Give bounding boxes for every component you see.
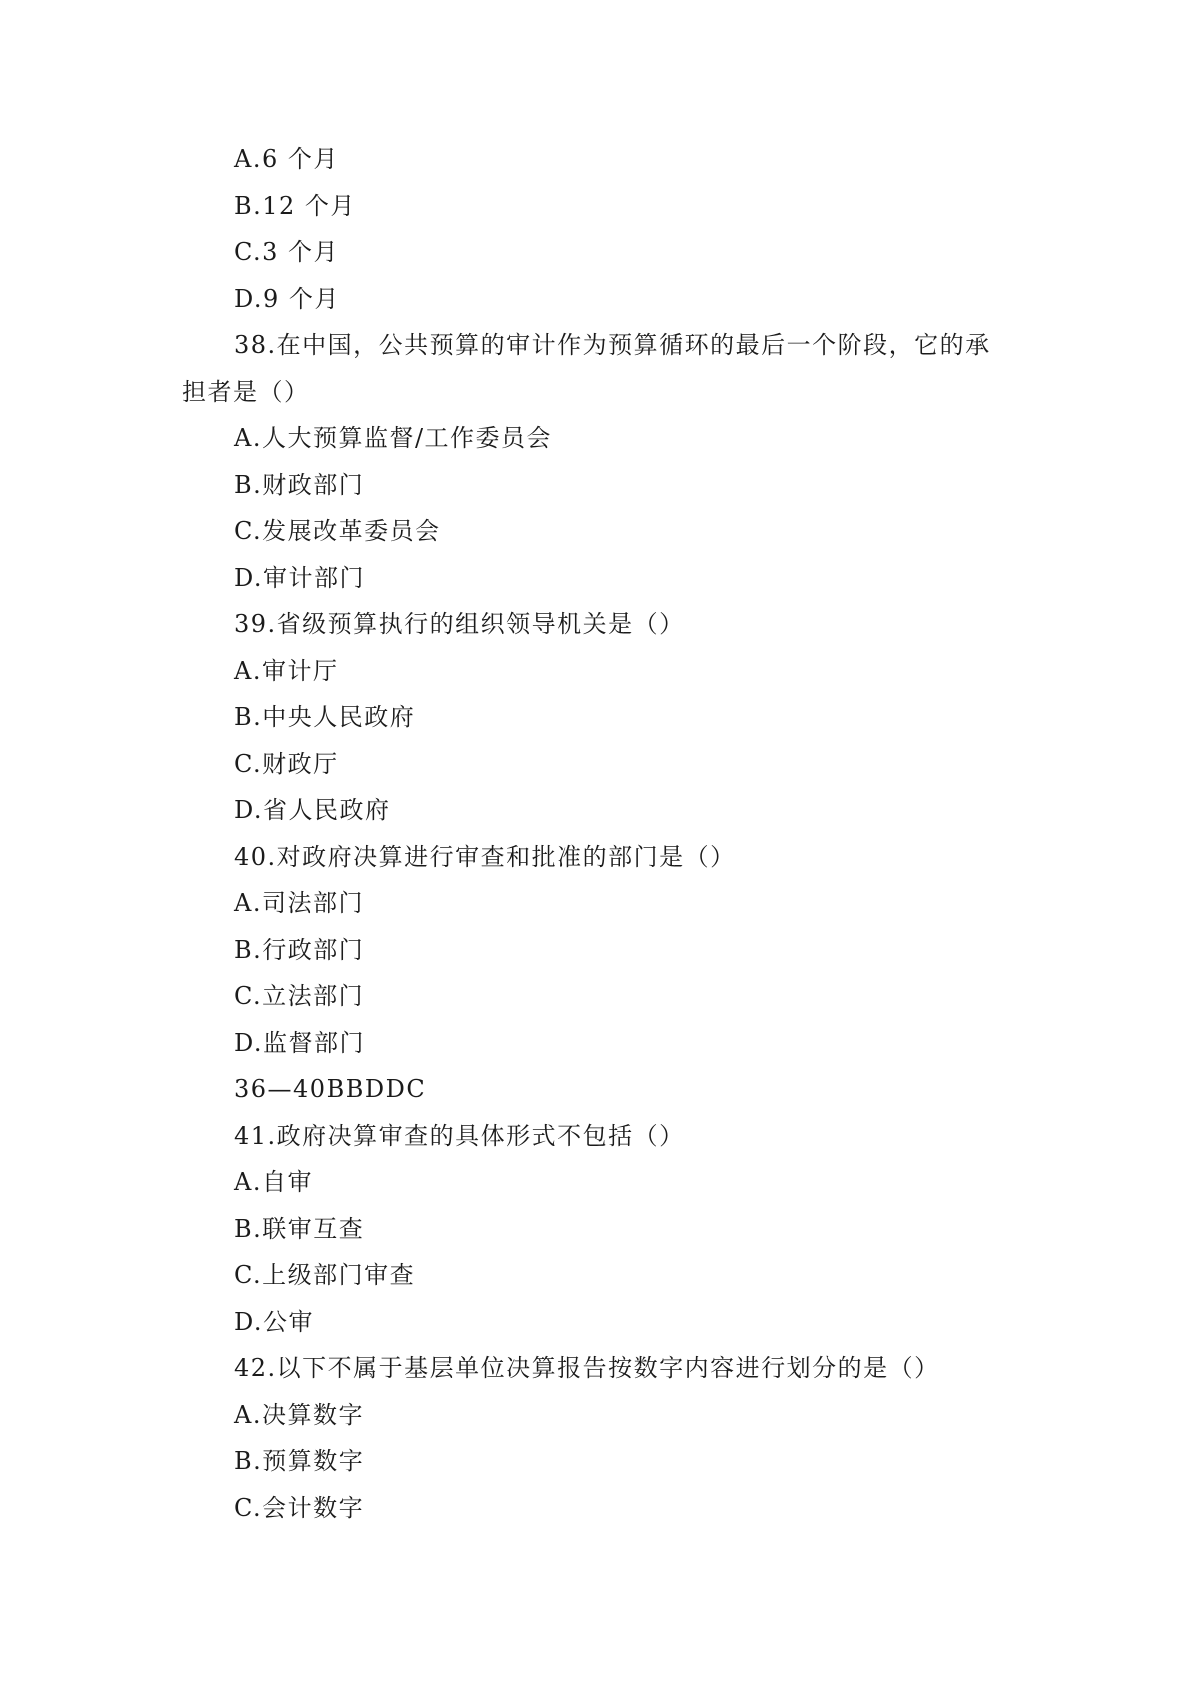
answer-key-36-40: 36—40BBDDC <box>234 1075 427 1103</box>
option-c-q38: C.发展改革委员会 <box>234 517 441 545</box>
option-a-q42: A.决算数字 <box>234 1400 364 1429</box>
option-b-q40: B.行政部门 <box>234 935 365 964</box>
option-d-q39: D.省人民政府 <box>234 796 391 824</box>
option-a-q39: A.审计厅 <box>234 656 339 685</box>
option-c-q41: C.上级部门审查 <box>234 1261 416 1289</box>
option-a-q37: A.6 个月 <box>234 145 339 173</box>
option-b-q41: B.联审互查 <box>234 1214 365 1243</box>
option-d-q38: D.审计部门 <box>234 563 366 592</box>
option-b-q39: B.中央人民政府 <box>234 703 416 731</box>
option-c-q37: C.3 个月 <box>234 238 340 266</box>
option-b-q38: B.财政部门 <box>234 470 365 499</box>
option-c-q39: C.财政厅 <box>234 749 339 778</box>
option-a-q40: A.司法部门 <box>234 889 364 917</box>
option-a-q38: A.人大预算监督/工作委员会 <box>234 424 553 452</box>
option-a-q41: A.自审 <box>234 1168 313 1196</box>
question-39: 39.省级预算执行的组织领导机关是（） <box>234 610 685 638</box>
option-d-q40: D.监督部门 <box>234 1028 366 1057</box>
option-c-q40: C.立法部门 <box>234 982 365 1010</box>
option-d-q37: D.9 个月 <box>234 284 340 313</box>
document-body <box>182 136 1012 1531</box>
question-42: 42.以下不属于基层单位决算报告按数字内容进行划分的是（） <box>234 1354 940 1382</box>
option-c-q42: C.会计数字 <box>234 1493 365 1522</box>
question-38: 38.在中国，公共预算的审计作为预算循环的最后一个阶段，它的承担者是（） <box>182 331 991 406</box>
option-b-q37: B.12 个月 <box>234 191 356 220</box>
option-d-q41: D.公审 <box>234 1307 315 1336</box>
option-b-q42: B.预算数字 <box>234 1447 365 1475</box>
question-40: 40.对政府决算进行审查和批准的部门是（） <box>234 842 736 871</box>
question-41: 41.政府决算审查的具体形式不包括（） <box>234 1121 685 1150</box>
